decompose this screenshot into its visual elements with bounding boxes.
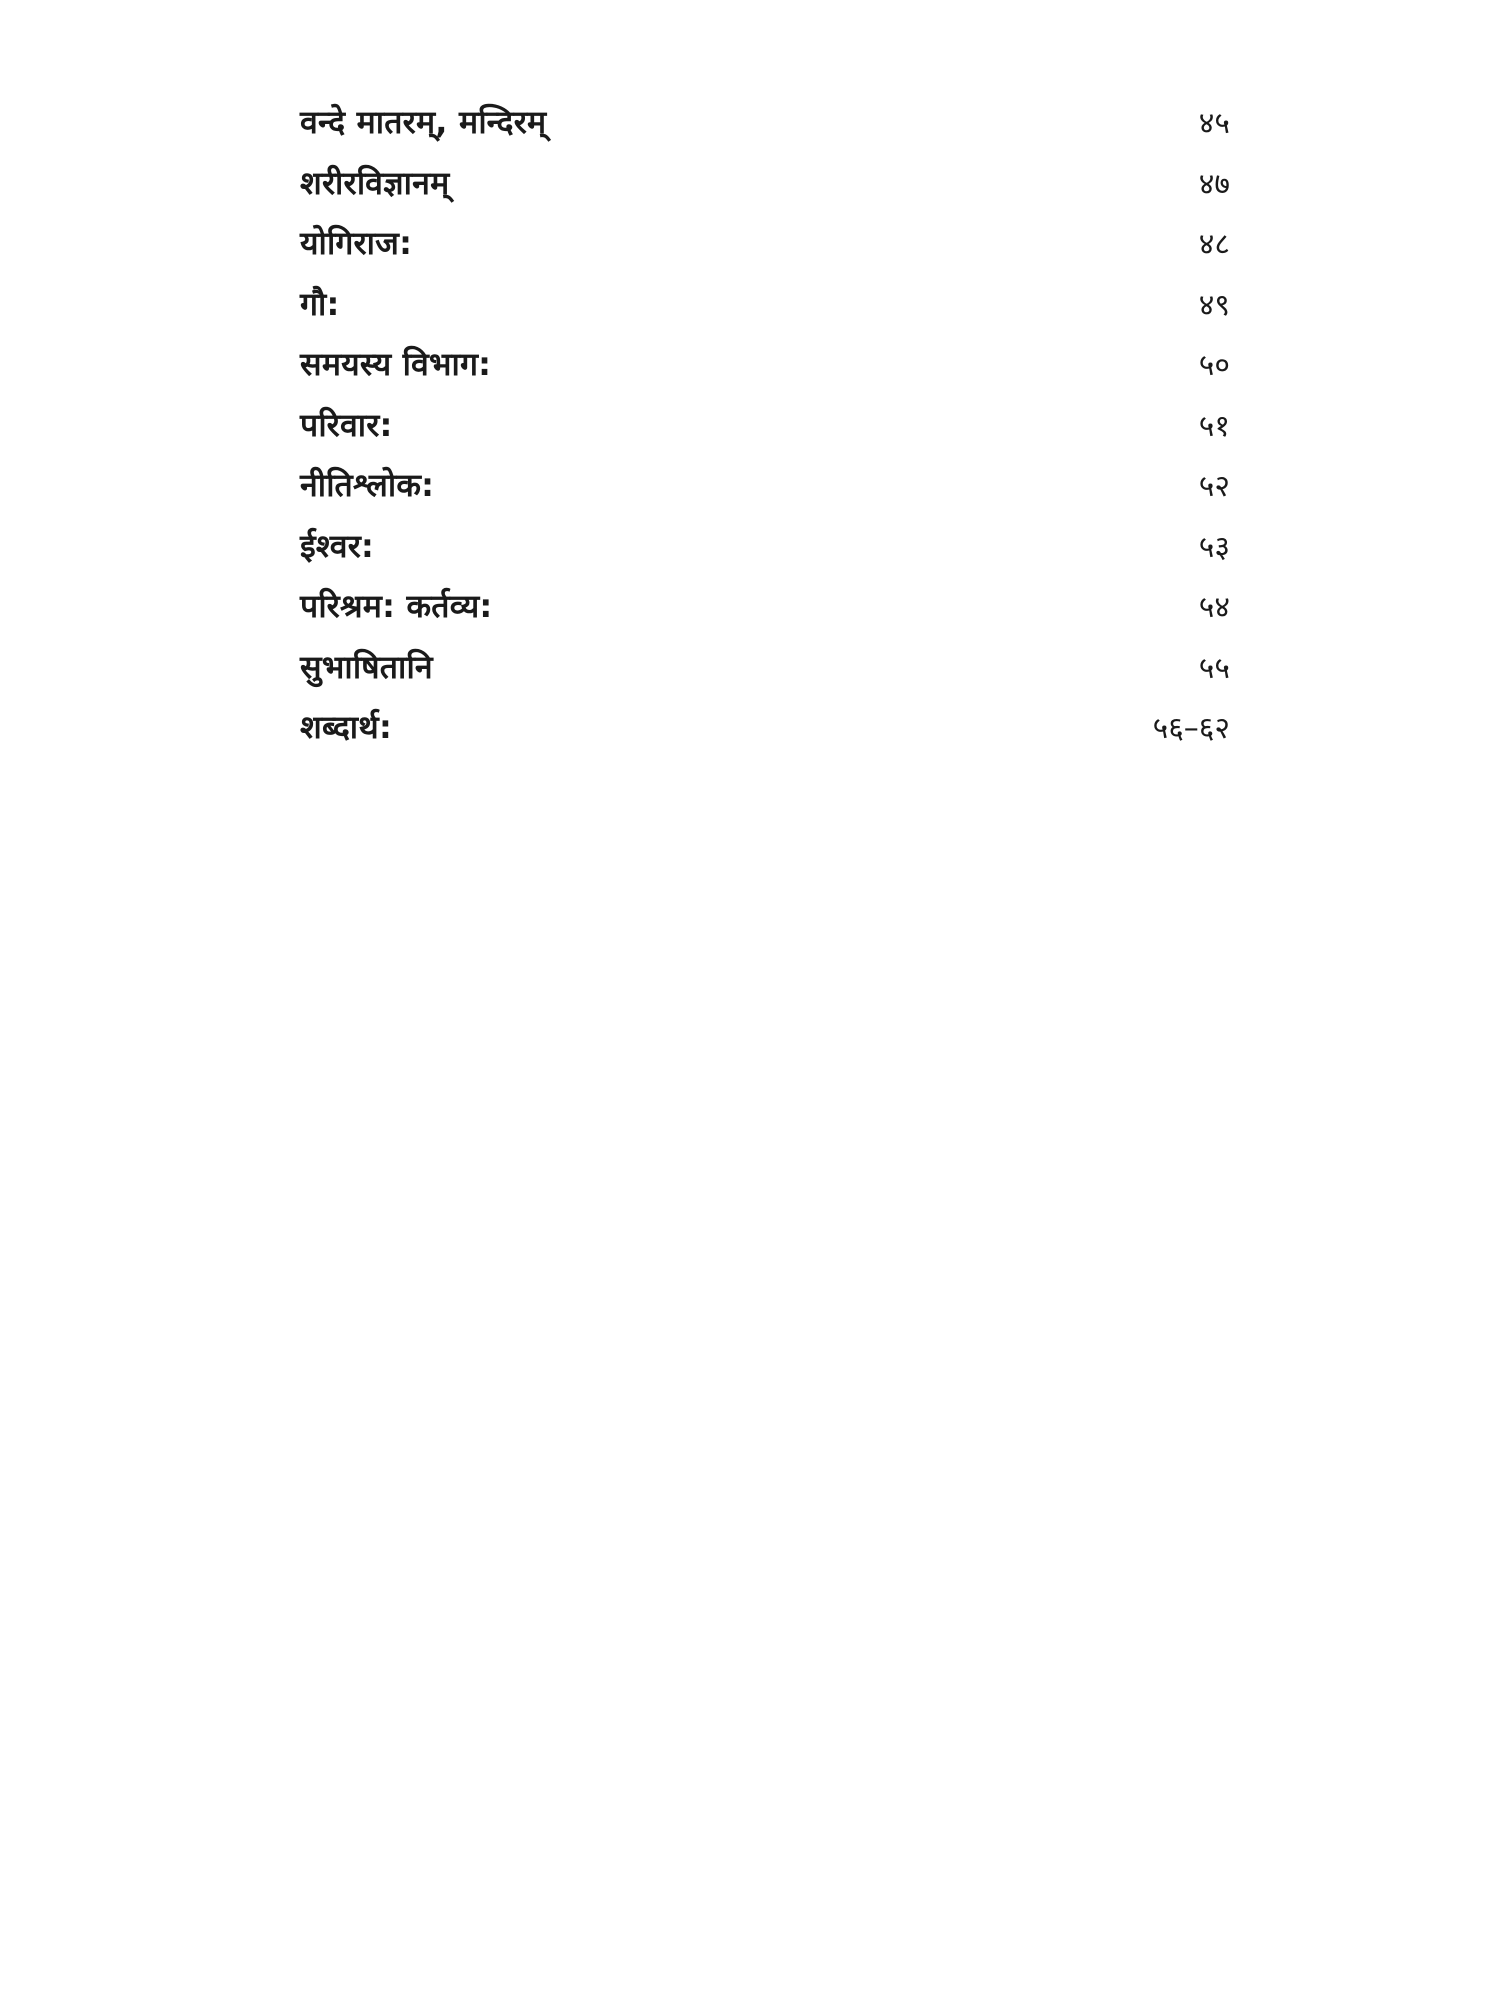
- toc-entry-page: ४७: [1198, 166, 1230, 202]
- toc-entry-page: ४५: [1198, 106, 1230, 141]
- toc-entry-title: गौ:: [300, 284, 340, 323]
- toc-entry: [300, 153, 1230, 214]
- toc-entry: [300, 92, 1230, 153]
- toc-entry: [300, 395, 1230, 456]
- toc-entry-title: परिवार:: [300, 405, 393, 444]
- toc-entry-page: ५४: [1198, 590, 1230, 625]
- toc-entry-title: वन्दे मातरम्, मन्दिरम्: [300, 103, 547, 141]
- toc-entry-title: परिश्रम: कर्तव्य:: [300, 587, 493, 625]
- toc-entry-title: ईश्वर:: [300, 526, 374, 565]
- toc-entry-page: ५१: [1198, 408, 1230, 444]
- toc-entry-title: नीतिश्लोक:: [300, 466, 435, 504]
- toc-entry-title: योगिराज:: [300, 224, 413, 262]
- toc-entry-page: ५५: [1198, 650, 1230, 686]
- toc-entry: [300, 637, 1230, 698]
- toc-entry-page: ४९: [1198, 287, 1230, 323]
- toc-entry: [300, 274, 1230, 335]
- toc-entry: [300, 213, 1230, 274]
- toc-entry: [300, 516, 1230, 577]
- toc-entry: [300, 455, 1230, 516]
- toc-entry-title: शरीरविज्ञानम्: [300, 163, 450, 202]
- toc-entry-page: ५२: [1198, 469, 1230, 504]
- toc-entry: [300, 576, 1230, 637]
- toc-entry-title: समयस्य विभाग:: [300, 345, 492, 383]
- toc-entry-title: शब्दार्थ:: [300, 708, 392, 746]
- toc-entry-title: सुभाषितानि: [300, 647, 433, 686]
- toc-entry: [300, 334, 1230, 395]
- toc-entry-page: ५३: [1198, 529, 1230, 565]
- table-of-contents: [300, 92, 1230, 758]
- toc-entry-page: ५६–६२: [1152, 711, 1230, 746]
- toc-entry-page: ५०: [1198, 348, 1230, 383]
- toc-entry: [300, 697, 1230, 758]
- toc-entry-page: ४८: [1198, 227, 1230, 262]
